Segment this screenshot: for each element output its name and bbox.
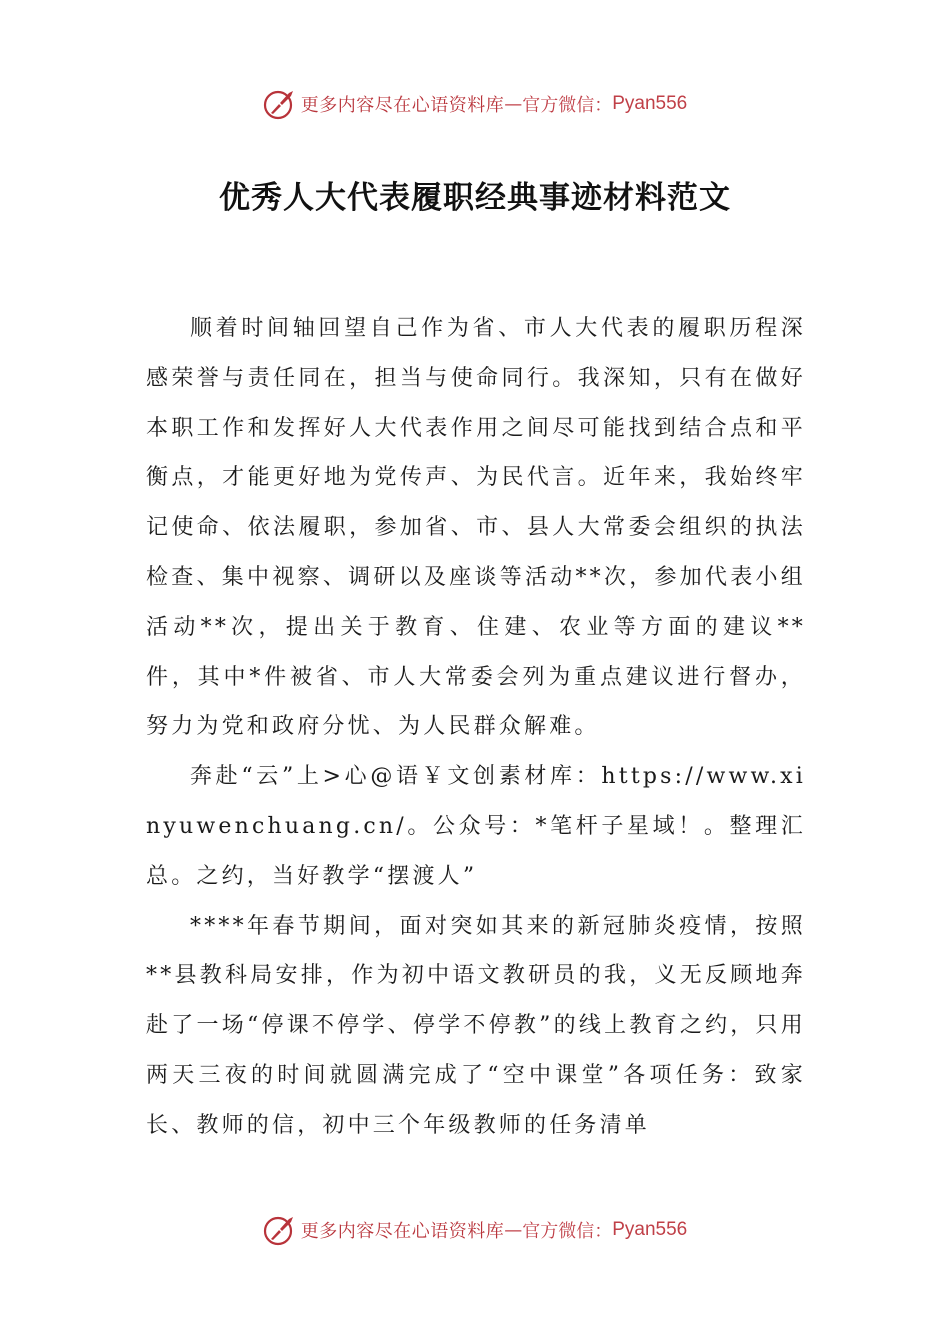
quill-logo-icon	[263, 87, 297, 121]
banner-dash: —	[504, 1219, 523, 1241]
banner-main-text: 更多内容尽在心语资料库	[300, 1221, 505, 1242]
paragraph: 顺着时间轴回望自己作为省、市人大代表的履职历程深感荣誉与责任同在，担当与使命同行。我深知，只有在做好本职工作和发挥好人大代表作用之间尽可能找到结合点和平衡点，才能更好地为党传声、为民代言。近年来，我始终牢记使命、依法履职，参加省、市、县人大常委会组织的执法检查、集中视察、调研以及座谈等活动**次，参加代表小组活动**次，提出关于教育、住建、农业等方面的建议**件，其中*件被省、市人大常委会列为重点建议进行督办，努力为党和政府分忧、为人民群众解难。	[146, 316, 806, 740]
banner-main-text: 更多内容尽在心语资料库	[300, 95, 505, 116]
banner-sub-text: 官方微信：	[522, 95, 613, 116]
quill-logo-icon	[263, 1213, 297, 1247]
banner-sub-text: 官方微信：	[522, 1221, 613, 1242]
paragraph: 奔赴“云”上>心@语￥文创素材库：https://www.xinyuwenchuang.cn/。公众号：*笔杆子星域！。整理汇总。之约，当好教学“摆渡人”	[146, 764, 806, 889]
page-title: 优秀人大代表履职经典事迹材料范文	[219, 180, 731, 216]
banner-wechat-id: Pyan556	[612, 93, 688, 114]
document-body	[146, 304, 806, 1151]
banner-dash: —	[504, 93, 523, 115]
paragraph: ****年春节期间，面对突如其来的新冠肺炎疫情，按照**县教科局安排，作为初中语文教研员的我，义无反顾地奔赴了一场“停课不停学、停学不停教”的线上教育之约，只用两天三夜的时间就圆满完成了“空中课堂”各项任务：致家长、教师的信，初中三个年级教师的任务清单	[146, 913, 806, 1138]
watermark-banner-top	[0, 84, 950, 124]
banner-wechat-id: Pyan556	[612, 1219, 688, 1240]
watermark-banner-bottom	[0, 1210, 950, 1250]
